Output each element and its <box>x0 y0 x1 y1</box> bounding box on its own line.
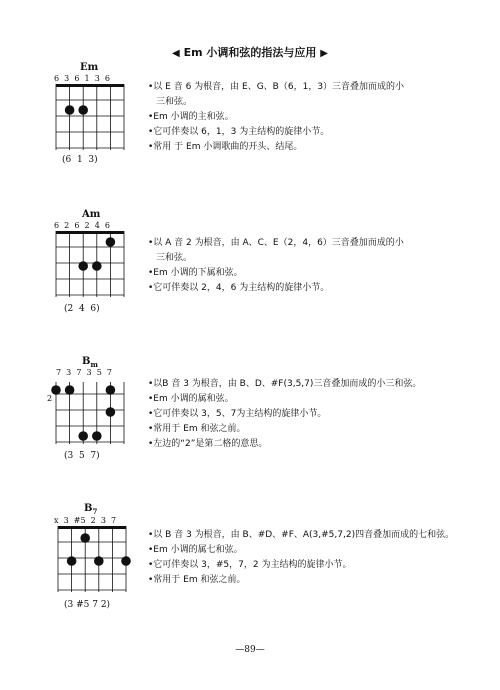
finger-dot <box>65 105 75 115</box>
string-notes: 6 2 6 2 4 6 <box>54 221 110 230</box>
finger-dot <box>106 407 116 417</box>
chord-diagram <box>56 231 136 311</box>
fret-number: 2 <box>47 394 53 403</box>
chord-name: Em <box>80 62 99 73</box>
chord-diagram <box>58 526 138 606</box>
finger-dot <box>92 261 102 271</box>
left-triangle-icon: ◀ <box>172 48 180 59</box>
finger-dot <box>65 385 75 395</box>
finger-dot <box>67 556 77 566</box>
chord-name: Am <box>82 209 101 220</box>
finger-dot <box>78 431 88 441</box>
string-notes: 7 3 7 3 5 7 <box>56 368 112 377</box>
finger-dot <box>51 385 61 395</box>
chord-tones: (3 5 7) <box>64 451 100 461</box>
chord-diagram <box>56 84 136 164</box>
finger-dot <box>94 556 104 566</box>
chord-tones: (3 #5 7 2) <box>64 600 111 610</box>
page-title <box>0 44 500 60</box>
finger-dot <box>106 385 116 395</box>
finger-dot <box>106 237 116 247</box>
finger-dot <box>92 431 102 441</box>
finger-dot <box>121 556 131 566</box>
finger-dot <box>78 105 88 115</box>
chord-tones: (2 4 6) <box>64 304 100 314</box>
chord-name: $B_m$ <box>82 356 98 369</box>
chord-description: •以 E 音 6 为根音，由 E、G、B（6，1，3）三音叠加而成的小 三和弦。 •Em 小调的主和弦。 •它可伴奏以 6，1，3 为主结构的旋律小节。 •常用 于 Em 小调歌曲的开头、结尾。 <box>148 82 405 152</box>
page-number: —89— <box>235 645 265 655</box>
chord-description: •以B 音 3 为根音，由 B、D、#F(3,5,7)三音叠加而成的小三和弦。 •Em 小调的属和弦。 •它可伴奏以 3，5、7为主结构的旋律小节。 •常用于 Em 和弦之前。 •左边的“2”是第二格的意思。 <box>148 379 422 449</box>
string-notes: 6 3 6 1 3 6 <box>54 74 110 83</box>
string-notes: x 3 #5 2 3 7 <box>54 516 117 525</box>
page-title-text: Em 小调和弦的指法与应用 <box>183 46 317 59</box>
chord-diagram <box>56 378 136 458</box>
finger-dot <box>80 533 90 543</box>
chord-tones: (6 1 3) <box>62 155 98 165</box>
chord-name: $B_7$ <box>84 503 98 516</box>
finger-dot <box>78 261 88 271</box>
right-triangle-icon: ▶ <box>320 48 328 59</box>
chord-description: •以 B 音 3 为根音，由 B、#D、#F、A(3,#5,7,2)四音叠加而成的七和弦。 •Em 小调的属七和弦。 •它可伴奏以 3，#5，7，2 为主结构的旋律小节。 •常用于 Em 和弦之前。 <box>148 530 455 585</box>
chord-description: •以 A 音 2 为根音，由 A、C、E（2，4，6）三音叠加而成的小 三和弦。 •Em 小调的下属和弦。 •它可伴奏以 2，4，6 为主结构的旋律小节。 <box>148 238 404 293</box>
